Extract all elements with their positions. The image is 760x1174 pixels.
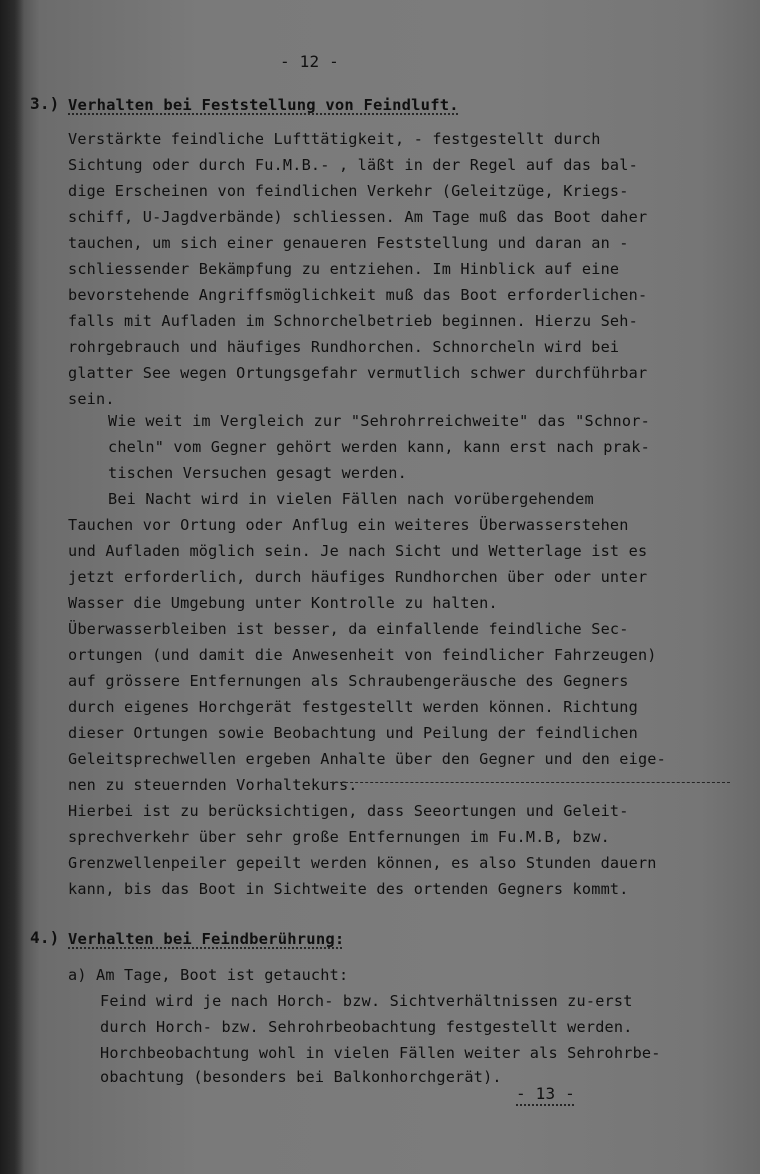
section-4-line: obachtung (besonders bei Balkonhorchgerät). [100,1068,502,1086]
section-3-heading: Verhalten bei Feststellung von Feindluft. [68,96,459,114]
section-4-line: durch Horch- bzw. Sehrohrbeobachtung festgestellt werden. [100,1018,633,1036]
section-3-line: cheln" vom Gegner gehört werden kann, kann erst nach prak- [108,438,650,456]
section-3-line: dieser Ortungen sowie Beobachtung und Peilung der feindlichen [68,724,638,742]
section-3-line: jetzt erforderlich, durch häufiges Rundhorchen über oder unter [68,568,648,586]
section-3-line: bevorstehende Angriffsmöglichkeit muß das Boot erforderlichen- [68,286,648,304]
section-3-line: sprechverkehr über sehr große Entfernungen im Fu.M.B, bzw. [68,828,610,846]
section-3-line: sein. [68,390,115,408]
section-3-line: Wasser die Umgebung unter Kontrolle zu halten. [68,594,498,612]
section-3-line: falls mit Aufladen im Schnorchelbetrieb beginnen. Hierzu Seh- [68,312,638,330]
section-3-line: glatter See wegen Ortungsgefahr vermutlich schwer durchführbar [68,364,648,382]
section-3-line: Tauchen vor Ortung oder Anflug ein weiteres Überwasserstehen [68,516,629,534]
section-3-line: ortungen (und damit die Anwesenheit von feindlicher Fahrzeugen) [68,646,657,664]
section-3-line: Grenzwellenpeiler gepeilt werden können, es also Stunden dauern [68,854,657,872]
section-3-line: Geleitsprechwellen ergeben Anhalte über den Gegner und den eige- [68,750,666,768]
section-3-line: tischen Versuchen gesagt werden. [108,464,407,482]
section-3-line: und Aufladen möglich sein. Je nach Sicht und Wetterlage ist es [68,542,648,560]
section-3-line: schiff, U-Jagdverbände) schliessen. Am Tage muß das Boot daher [68,208,648,226]
section-3-number: 3.) [30,94,60,113]
section-4-line: Horchbeobachtung wohl in vielen Fällen weiter als Sehrohrbe- [100,1044,661,1062]
section-3-line: auf grössere Entfernungen als Schraubengeräusche des Gegners [68,672,629,690]
section-3-line: Überwasserbleiben ist besser, da einfallende feindliche Sec- [68,620,629,638]
section-4-line: a) Am Tage, Boot ist getaucht: [68,966,349,984]
section-4-number: 4.) [30,928,60,947]
section-3-line: durch eigenes Horchgerät festgestellt werden können. Richtung [68,698,638,716]
section-3-line: Wie weit im Vergleich zur "Sehrohrreichweite" das "Schnor- [108,412,650,430]
section-3-line: Sichtung oder durch Fu.M.B.- , läßt in der Regel auf das bal- [68,156,638,174]
section-3-line: nen zu steuernden Vorhaltekurs. [68,776,358,794]
page-number-top: - 12 - [280,52,339,71]
strike-line [330,782,730,783]
section-4-line: Feind wird je nach Horch- bzw. Sichtverhältnissen zu-erst [100,992,633,1010]
section-3-line: Hierbei ist zu berücksichtigen, dass Seeortungen und Geleit- [68,802,629,820]
section-3-line: schliessender Bekämpfung zu entziehen. Im Hinblick auf eine [68,260,620,278]
section-3-line: kann, bis das Boot in Sichtweite des ortenden Gegners kommt. [68,880,629,898]
section-4-heading: Verhalten bei Feindberührung: [68,930,345,948]
page-number-bottom: - 13 - [516,1084,575,1103]
section-3-line: tauchen, um sich einer genaueren Feststellung und daran an - [68,234,629,252]
section-3-line: rohrgebrauch und häufiges Rundhorchen. Schnorcheln wird bei [68,338,620,356]
section-3-line: dige Erscheinen von feindlichen Verkehr (Geleitzüge, Kriegs- [68,182,629,200]
section-3-line: Verstärkte feindliche Lufttätigkeit, - festgestellt durch [68,130,601,148]
section-3-line: Bei Nacht wird in vielen Fällen nach vorübergehendem [108,490,594,508]
